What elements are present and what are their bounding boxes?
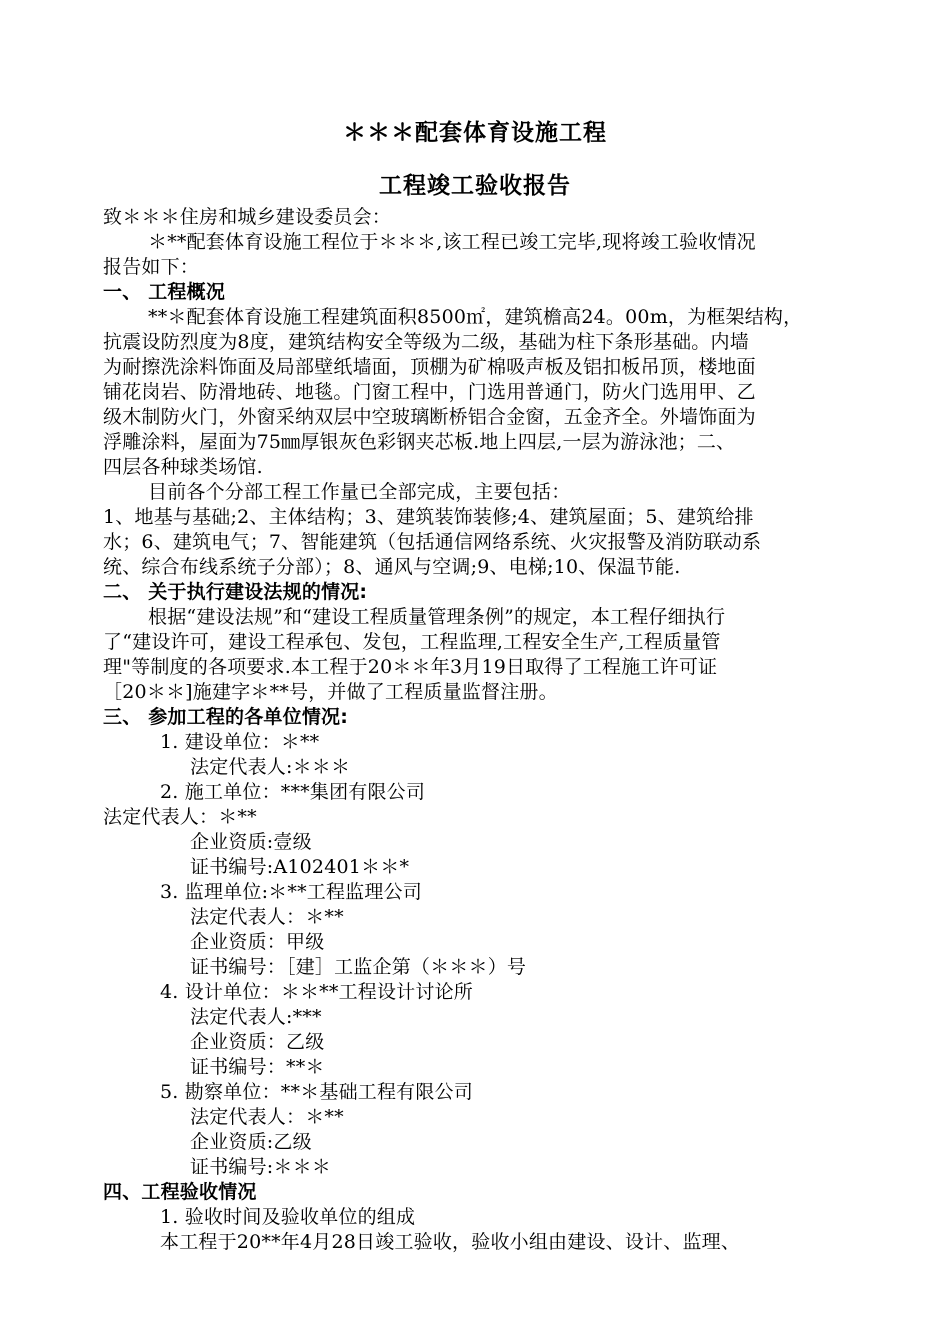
section-heading-4: 四、工程验收情况 [103, 1181, 257, 1203]
paragraph-line: 统、综合布线系统子分部）；8、通风与空调;9、电梯;10、保温节能. [103, 556, 681, 578]
paragraph-line: 浮雕涂料，屋面为75㎜厚银灰色彩钢夹芯板.地上四层,一层为游泳池；二、 [103, 431, 736, 453]
unit-detail: 法定代表人:＊＊＊ [190, 756, 351, 778]
paragraph-line: 报告如下： [103, 256, 200, 278]
paragraph-line: 抗震设防烈度为8度，建筑结构安全等级为二级，基础为柱下条形基础。内墙 [103, 331, 749, 353]
paragraph-line: 1、地基与基础;2、主体结构；3、建筑装饰装修;4、建筑屋面；5、建筑给排 [103, 506, 754, 528]
paragraph-line: 本工程于20**年4月28日竣工验收，验收小组由建设、设计、监理、 [160, 1231, 741, 1253]
paragraph-line: 级木制防火门，外窗采纳双层中空玻璃断桥铝合金窗，五金齐全。外墙饰面为 [103, 406, 756, 428]
paragraph-line: 水；6、建筑电气；7、智能建筑（包括通信网络系统、火灾报警及消防联动系 [103, 531, 762, 553]
paragraph-line: **＊配套体育设施工程建筑面积8500㎡，建筑檐高24。00m，为框架结构， [148, 306, 803, 328]
paragraph-line: 为耐擦洗涂料饰面及局部壁纸墙面，顶棚为矿棉吸声板及铝扣板吊顶，楼地面 [103, 356, 756, 378]
paragraph-line: ［20＊＊]施建字＊**号，并做了工程质量监督注册。 [103, 681, 558, 703]
unit-detail: 证书编号：**＊ [190, 1056, 325, 1078]
unit-detail: 法定代表人：＊** [103, 806, 257, 828]
unit-detail: 法定代表人：＊** [190, 1106, 344, 1128]
unit-detail: 企业资质：乙级 [190, 1031, 325, 1053]
unit-item: 4. 设计单位：＊＊**工程设计讨论所 [160, 981, 473, 1003]
unit-item: 3. 监理单位:＊**工程监理公司 [160, 881, 422, 903]
paragraph-line: 目前各个分部工程工作量已全部完成，主要包括： [148, 481, 571, 503]
addressee: 致＊＊＊住房和城乡建设委员会： [103, 206, 392, 228]
section-heading-1: 一、 工程概况 [103, 281, 226, 303]
paragraph-line: 四层各种球类场馆. [103, 456, 263, 478]
unit-item: 2. 施工单位：***集团有限公司 [160, 781, 426, 803]
subsection-item: 1. 验收时间及验收单位的组成 [160, 1206, 416, 1228]
unit-item: 1. 建设单位：＊** [160, 731, 320, 753]
unit-item: 5. 勘察单位：**＊基础工程有限公司 [160, 1081, 473, 1103]
unit-detail: 证书编号：［建］工监企第（＊＊＊）号 [190, 956, 527, 978]
paragraph-line: 铺花岗岩、防滑地砖、地毯。门窗工程中，门选用普通门，防火门选用甲、乙 [103, 381, 756, 403]
paragraph-line: 根据“建设法规”和“建设工程质量管理条例”的规定，本工程仔细执行 [148, 606, 726, 628]
paragraph-line: 了“建设许可，建设工程承包、发包，工程监理,工程安全生产,工程质量管 [103, 631, 721, 653]
paragraph-line: ＊**配套体育设施工程位于＊＊＊,该工程已竣工完毕,现将竣工验收情况 [148, 231, 756, 253]
unit-detail: 企业资质:乙级 [190, 1131, 312, 1153]
paragraph-line: 理"等制度的各项要求.本工程于20＊＊年3月19日取得了工程施工许可证 [103, 656, 718, 678]
section-heading-3: 三、 参加工程的各单位情况: [103, 706, 349, 728]
document-subtitle: 工程竣工验收报告 [379, 173, 571, 199]
unit-detail: 企业资质:壹级 [190, 831, 312, 853]
unit-detail: 证书编号:＊＊＊ [190, 1156, 332, 1178]
unit-detail: 法定代表人:*** [190, 1006, 322, 1028]
unit-detail: 证书编号:A102401＊＊* [190, 856, 410, 878]
section-heading-2: 二、 关于执行建设法规的情况: [103, 581, 368, 603]
document-title: ＊＊＊配套体育设施工程 [343, 120, 607, 146]
unit-detail: 法定代表人：＊** [190, 906, 344, 928]
unit-detail: 企业资质：甲级 [190, 931, 325, 953]
